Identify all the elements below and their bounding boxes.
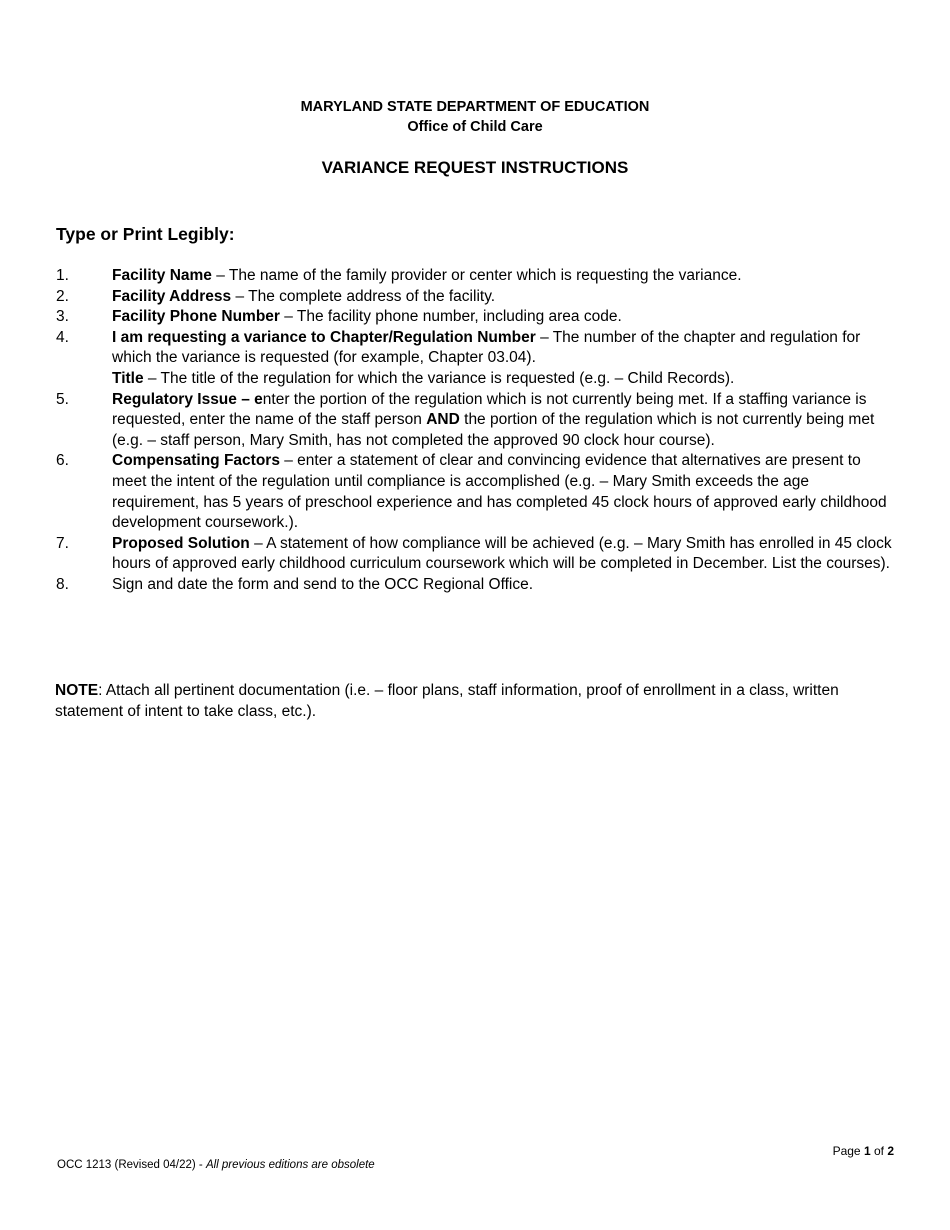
page-current: 1: [863, 1144, 871, 1158]
agency-name: MARYLAND STATE DEPARTMENT OF EDUCATION: [300, 99, 650, 115]
list-item: [56, 328, 896, 369]
note-paragraph: [55, 681, 900, 722]
item-description-continued: the portion of the regulation which is not currently being met (e.g. – staff person, Mary Smith, has not completed the approved 90 clock hour course).: [112, 411, 875, 449]
page-total: 2: [887, 1144, 894, 1158]
list-item: [56, 451, 896, 533]
item-term: Facility Name: [112, 267, 212, 284]
item-description: Sign and date the form and send to the OCC Regional Office.: [112, 575, 534, 593]
page-number: [833, 1144, 894, 1159]
list-item: [56, 534, 896, 575]
item-number: 5.: [56, 390, 69, 408]
list-item: [56, 307, 896, 328]
item-term: Proposed Solution: [112, 534, 250, 552]
page-prefix: Page: [832, 1144, 864, 1158]
item-number: 1.: [56, 267, 69, 284]
item-description: – A statement of how compliance will be achieved (e.g. – Mary Smith has enrolled in 45 clock hours of approved early childhood curriculum coursework which will be completed in December. List the courses).: [112, 534, 892, 573]
item-description: – enter a statement of clear and convincing evidence that alternatives are present to meet the intent of the regulation until compliance is accomplished (e.g. – Mary Smith exceeds the age requirement, has 5 years of preschool experience and has completed 45 clock hours of approved early childhood development coursework.).: [112, 452, 887, 532]
instructions-subheading: Type or Print Legibly:: [56, 224, 235, 244]
item-number: 3.: [56, 308, 69, 326]
list-subitem-title: [56, 369, 896, 390]
item-term: Facility Address: [112, 287, 232, 305]
note-label: NOTE: [55, 682, 99, 699]
item-term: Compensating Factors: [112, 452, 280, 470]
item-term: I am requesting a variance to Chapter/Regulation Number: [112, 328, 536, 346]
item-description: nter the portion of the regulation which is not currently being met. If a staffing variance is requested, enter the name of the staff person: [112, 390, 867, 429]
list-item: [56, 266, 896, 287]
list-item: [56, 287, 896, 308]
obsolete-notice: All previous editions are obsolete: [205, 1159, 375, 1171]
item-description: – The facility phone number, including area code.: [279, 308, 622, 326]
subitem-term: Title: [112, 369, 144, 387]
list-item: [56, 390, 896, 452]
item-term: Regulatory Issue – e: [112, 390, 263, 408]
page-title: VARIANCE REQUEST INSTRUCTIONS: [321, 158, 629, 177]
item-emphasis: AND: [426, 411, 460, 429]
item-term: Facility Phone Number: [112, 308, 280, 326]
item-description: – The name of the family provider or center which is requesting the variance.: [211, 267, 742, 284]
list-item: [56, 575, 896, 596]
item-number: 2.: [56, 287, 69, 305]
item-number: 7.: [56, 534, 69, 552]
item-description: – The complete address of the facility.: [231, 287, 496, 305]
subitem-description: – The title of the regulation for which the variance is requested (e.g. – Child Records).: [143, 369, 735, 387]
item-number: 4.: [56, 328, 69, 346]
item-number: 8.: [56, 575, 69, 593]
office-name: Office of Child Care: [407, 119, 543, 135]
page-of: of: [870, 1144, 888, 1158]
item-number: 6.: [56, 452, 69, 470]
instruction-list: [56, 266, 896, 596]
form-footer: [57, 1158, 375, 1173]
item-description: – The number of the chapter and regulation for which the variance is requested (for example, Chapter 03.04).: [112, 328, 861, 367]
note-text: : Attach all pertinent documentation (i.e. – floor plans, staff information, proof of enrollment in a class, written statement of intent to take class, etc.).: [55, 682, 839, 720]
form-number: OCC 1213 (Revised 04/22) -: [57, 1159, 206, 1171]
